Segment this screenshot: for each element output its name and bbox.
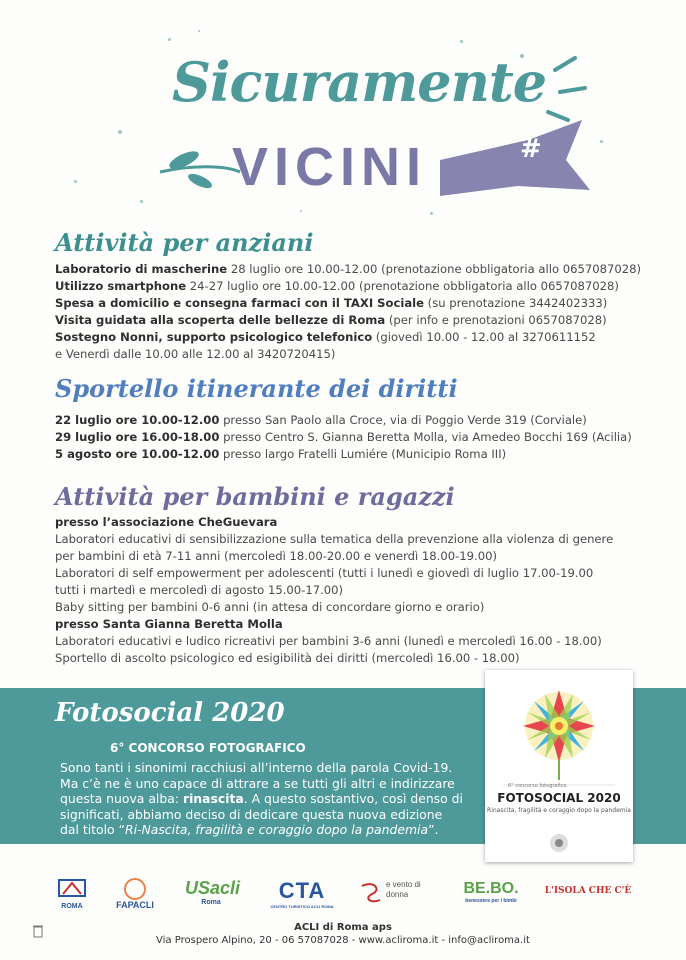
- list-item: tutti i martedì e mercoledì di agosto 15.00-17.00): [55, 583, 344, 597]
- footer-address: Via Prospero Alpino, 20 - 06 57087028 - www.acliroma.it - info@acliroma.it: [156, 935, 530, 946]
- partner-logos: [0, 876, 686, 926]
- fotosocial-poster: [485, 670, 633, 862]
- body-line: dal titolo “Ri-Nascita, fragilità e coraggio dopo la pandemia”.: [60, 822, 439, 838]
- bebo-logo: BE.BO. benessere per i bimbi: [463, 880, 519, 904]
- speck: [74, 180, 77, 183]
- section-title-anziani: Attività per anziani: [55, 228, 314, 257]
- body-line: Ma c’è ne è uno capace di attrare a se tutti gli altri e indirizzare: [60, 775, 455, 791]
- speck: [430, 212, 433, 215]
- speck: [168, 38, 171, 41]
- list-item: presso Santa Gianna Beretta Molla: [55, 617, 283, 631]
- title-vicini: VICINI: [232, 137, 428, 197]
- body-line: Sono tanti i sinonimi racchiusi all’interno della parola Covid-19.: [60, 760, 453, 775]
- splash-line-1: [555, 58, 575, 70]
- speck: [600, 140, 603, 143]
- section-title-sportello: Sportello itinerante dei diritti: [55, 374, 458, 403]
- speck: [460, 40, 463, 43]
- acli-logo: ROMA: [55, 878, 89, 910]
- list-item: Laboratori di self empowerment per adolescenti (tutti i lunedì e giovedì di luglio 17.00-19.00: [55, 566, 594, 580]
- list-item: 29 luglio ore 16.00-18.00 presso Centro S. Gianna Beretta Molla, via Amedeo Bocchi 169 (Acilia): [55, 430, 632, 444]
- cta-logo: CTA CENTRO TURISTICO ACLI ROMA: [270, 878, 334, 909]
- footer-organization: ACLI di Roma aps: [294, 922, 392, 933]
- list-item: 5 agosto ore 10.00-12.00 presso largo Fratelli Lumiére (Municipio Roma III): [55, 447, 507, 461]
- fotosocial-body: [60, 760, 470, 838]
- header: [0, 0, 686, 220]
- list-item: per bambini di età 7-11 anni (mercoledì 18.00-20.00 e venerdì 18.00-19.00): [55, 549, 497, 563]
- list-item: presso l’associazione CheGuevara: [55, 515, 278, 529]
- sportello-list: [55, 412, 632, 463]
- list-item: Sportello di ascolto psicologico ed esigibilità dei diritti (mercoledì 16.00 - 18.00): [55, 651, 520, 665]
- title-sicuramente: Sicuramente: [172, 50, 547, 114]
- speck: [118, 130, 122, 134]
- poster-subtitle: Rinascita, fragilità e coraggio dopo la pandemia: [487, 807, 631, 814]
- list-item: Laboratorio di mascherine 28 luglio ore 10.00-12.00 (prenotazione obbligatoria allo 0657087028): [55, 262, 642, 276]
- speck: [300, 210, 302, 212]
- flower-image: [485, 670, 633, 862]
- fotosocial-subtitle: 6° CONCORSO FOTOGRAFICO: [110, 741, 306, 755]
- splash-line-2: [560, 88, 585, 92]
- speck: [140, 200, 143, 203]
- hash-symbol: #: [520, 134, 542, 164]
- splash-line-3: [548, 112, 568, 120]
- list-item: Laboratori educativi di sensibilizzazione sulla tematica della prevenzione alla violenza di genere: [55, 532, 614, 546]
- speck: [198, 30, 200, 32]
- isola-logo: L'ISOLA CHE C'È: [544, 886, 632, 896]
- section-title-bambini: Attività per bambini e ragazzi: [55, 482, 455, 511]
- list-item: Utilizzo smartphone 24-27 luglio ore 10.00-12.00 (prenotazione obbligatoria allo 0657087028): [55, 279, 619, 293]
- body-line: questa nuova alba: rinascita. A questo sostantivo, così denso di: [60, 791, 463, 807]
- bambini-list: [55, 514, 613, 667]
- vento-swirl-icon: [358, 880, 386, 904]
- body-line: significati, abbiamo deciso di dedicare questa nuova edizione: [60, 806, 443, 822]
- list-item: e Venerdì dalle 10.00 alle 12.00 al 3420720415): [55, 347, 336, 361]
- anziani-list: [55, 261, 641, 363]
- list-item: Baby sitting per bambini 0-6 anni (in attesa di concordare giorno e orario): [55, 600, 485, 614]
- list-item: 22 luglio ore 10.00-12.00 presso San Paolo alla Croce, via di Poggio Verde 319 (Corviale): [55, 413, 587, 427]
- usacli-logo: USacli Roma: [185, 878, 241, 906]
- poster-tag: 6° concorso fotografico: [508, 783, 567, 789]
- acli-emblem-icon: [57, 878, 87, 898]
- vento-di-donna-logo: e vento di donna: [358, 880, 440, 904]
- fapacli-logo: FAPACLI: [108, 878, 162, 910]
- ribbon-flag: [440, 120, 590, 196]
- fotosocial-title: Fotosocial 2020: [55, 698, 285, 728]
- leaf-shape-2: [186, 171, 214, 191]
- list-item: Spesa a domicilio e consegna farmaci con il TAXI Sociale (su prenotazione 3442402333): [55, 296, 608, 310]
- list-item: Sostegno Nonni, supporto psicologico telefonico (giovedì 10.00 - 12.00 al 3270611152: [55, 330, 596, 344]
- fapacli-circle-icon: [124, 878, 146, 900]
- list-item: Laboratori educativi e ludico ricreativi per bambini 3-6 anni (lunedì e mercoledì 16.00 - 18.00): [55, 634, 602, 648]
- list-item: Visita guidata alla scoperta delle bellezze di Roma (per info e prenotazioni 0657087028): [55, 313, 607, 327]
- poster-title: FOTOSOCIAL 2020: [497, 791, 621, 805]
